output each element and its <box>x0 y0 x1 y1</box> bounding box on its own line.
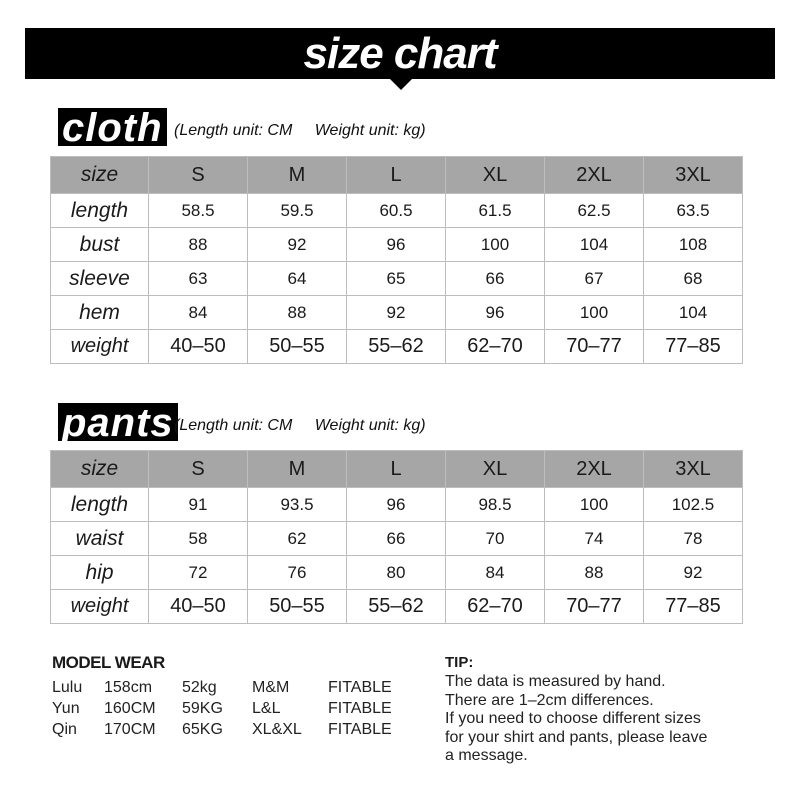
model-height: 158cm <box>104 679 153 696</box>
model-size: M&M <box>252 679 290 696</box>
header-cell: S <box>149 157 248 194</box>
cloth-units-note <box>174 122 444 140</box>
cloth-length-unit: (Length unit: CM <box>174 122 293 139</box>
header-cell: M <box>248 451 347 488</box>
table-cell: 96 <box>347 488 446 522</box>
tip-line: The data is measured by hand. <box>445 673 666 690</box>
table-cell: 84 <box>149 296 248 330</box>
table-cell: 64 <box>248 262 347 296</box>
cloth-heading-tag: cloth <box>58 108 167 146</box>
page-title: size chart <box>303 29 497 78</box>
table-cell: 50–55 <box>248 330 347 364</box>
model-fit: FITABLE <box>328 721 392 738</box>
table-cell: 72 <box>149 556 248 590</box>
table-cell: 55–62 <box>347 590 446 624</box>
table-cell: 63.5 <box>644 194 743 228</box>
model-name: Lulu <box>52 679 83 696</box>
table-cell: 68 <box>644 262 743 296</box>
cloth-weight-unit: Weight unit: kg) <box>314 122 426 139</box>
table-cell: 98.5 <box>446 488 545 522</box>
table-cell: 102.5 <box>644 488 743 522</box>
table-cell: 62–70 <box>446 330 545 364</box>
table-cell: 70–77 <box>545 590 644 624</box>
table-cell: 50–55 <box>248 590 347 624</box>
header-cell: S <box>149 451 248 488</box>
tip-line: There are 1–2cm differences. <box>445 691 654 709</box>
tip-line: for your shirt and pants, please leave <box>445 728 708 746</box>
table-cell: 92 <box>347 296 446 330</box>
table-cell: 67 <box>545 262 644 296</box>
table-cell: 65 <box>347 262 446 296</box>
table-cell: 60.5 <box>347 194 446 228</box>
header-cell: 2XL <box>545 157 644 194</box>
pants-units-note <box>174 417 444 435</box>
table-cell: 96 <box>446 296 545 330</box>
pants-weight-unit: Weight unit: kg) <box>314 417 426 434</box>
table-cell: 80 <box>347 556 446 590</box>
table-cell: 77–85 <box>644 590 743 624</box>
pants-size-table <box>50 450 743 624</box>
cloth-header-row <box>51 157 743 194</box>
table-cell: 74 <box>545 522 644 556</box>
model-weight: 65KG <box>182 721 223 738</box>
header-cell: 3XL <box>644 157 743 194</box>
model-fit: FITABLE <box>328 679 392 696</box>
row-label: hem <box>51 296 149 330</box>
table-cell: 77–85 <box>644 330 743 364</box>
model-name: Qin <box>52 721 77 738</box>
header-cell: XL <box>446 157 545 194</box>
header-cell: size <box>51 157 149 194</box>
model-fit: FITABLE <box>328 700 392 717</box>
row-label: length <box>51 488 149 522</box>
table-cell: 55–62 <box>347 330 446 364</box>
header-cell: M <box>248 157 347 194</box>
table-cell: 70–77 <box>545 330 644 364</box>
table-cell: 104 <box>644 296 743 330</box>
table-cell: 61.5 <box>446 194 545 228</box>
table-cell: 88 <box>248 296 347 330</box>
row-label: weight <box>51 330 149 364</box>
table-cell: 40–50 <box>149 330 248 364</box>
table-cell: 58.5 <box>149 194 248 228</box>
table-cell: 76 <box>248 556 347 590</box>
table-row <box>51 330 743 364</box>
model-size: XL&XL <box>252 721 302 738</box>
model-wear-section <box>52 653 432 742</box>
table-cell: 88 <box>545 556 644 590</box>
table-cell: 108 <box>644 228 743 262</box>
header-cell: size <box>51 451 149 488</box>
size-chart-banner <box>25 28 775 79</box>
pants-header-row <box>51 451 743 488</box>
row-label: length <box>51 194 149 228</box>
table-cell: 91 <box>149 488 248 522</box>
header-cell: 2XL <box>545 451 644 488</box>
table-cell: 66 <box>446 262 545 296</box>
row-label: waist <box>51 522 149 556</box>
model-row <box>52 721 432 742</box>
pants-heading-tag: pants <box>58 403 178 441</box>
table-cell: 100 <box>545 296 644 330</box>
table-cell: 58 <box>149 522 248 556</box>
model-wear-title: MODEL WEAR <box>52 653 165 672</box>
table-cell: 62.5 <box>545 194 644 228</box>
model-row <box>52 679 432 700</box>
row-label: bust <box>51 228 149 262</box>
table-cell: 92 <box>248 228 347 262</box>
table-cell: 92 <box>644 556 743 590</box>
table-row <box>51 522 743 556</box>
table-row <box>51 262 743 296</box>
tip-title: TIP: <box>445 654 474 671</box>
table-cell: 78 <box>644 522 743 556</box>
model-height: 160CM <box>104 700 156 717</box>
header-cell: XL <box>446 451 545 488</box>
table-cell: 104 <box>545 228 644 262</box>
table-cell: 70 <box>446 522 545 556</box>
header-cell: 3XL <box>644 451 743 488</box>
table-row <box>51 296 743 330</box>
table-row <box>51 228 743 262</box>
table-cell: 84 <box>446 556 545 590</box>
table-cell: 100 <box>545 488 644 522</box>
row-label: sleeve <box>51 262 149 296</box>
table-cell: 100 <box>446 228 545 262</box>
tip-line: If you need to choose different sizes <box>445 710 701 727</box>
table-cell: 40–50 <box>149 590 248 624</box>
table-cell: 62–70 <box>446 590 545 624</box>
row-label: weight <box>51 590 149 624</box>
row-label: hip <box>51 556 149 590</box>
pants-length-unit: (Length unit: CM <box>174 417 293 434</box>
cloth-size-table <box>50 156 743 364</box>
table-cell: 96 <box>347 228 446 262</box>
model-name: Yun <box>52 700 80 717</box>
model-height: 170CM <box>104 721 156 738</box>
header-cell: L <box>347 451 446 488</box>
table-cell: 88 <box>149 228 248 262</box>
banner-notch <box>389 78 413 90</box>
model-size: L&L <box>252 700 281 717</box>
model-weight: 59KG <box>182 700 223 717</box>
tip-line: a message. <box>445 747 528 764</box>
table-cell: 59.5 <box>248 194 347 228</box>
table-row <box>51 194 743 228</box>
table-row <box>51 556 743 590</box>
tip-section <box>445 654 775 766</box>
table-cell: 62 <box>248 522 347 556</box>
table-row <box>51 488 743 522</box>
tip-text <box>445 673 775 766</box>
table-row <box>51 590 743 624</box>
model-row <box>52 700 432 721</box>
table-cell: 93.5 <box>248 488 347 522</box>
table-cell: 63 <box>149 262 248 296</box>
header-cell: L <box>347 157 446 194</box>
model-weight: 52kg <box>182 679 217 696</box>
table-cell: 66 <box>347 522 446 556</box>
